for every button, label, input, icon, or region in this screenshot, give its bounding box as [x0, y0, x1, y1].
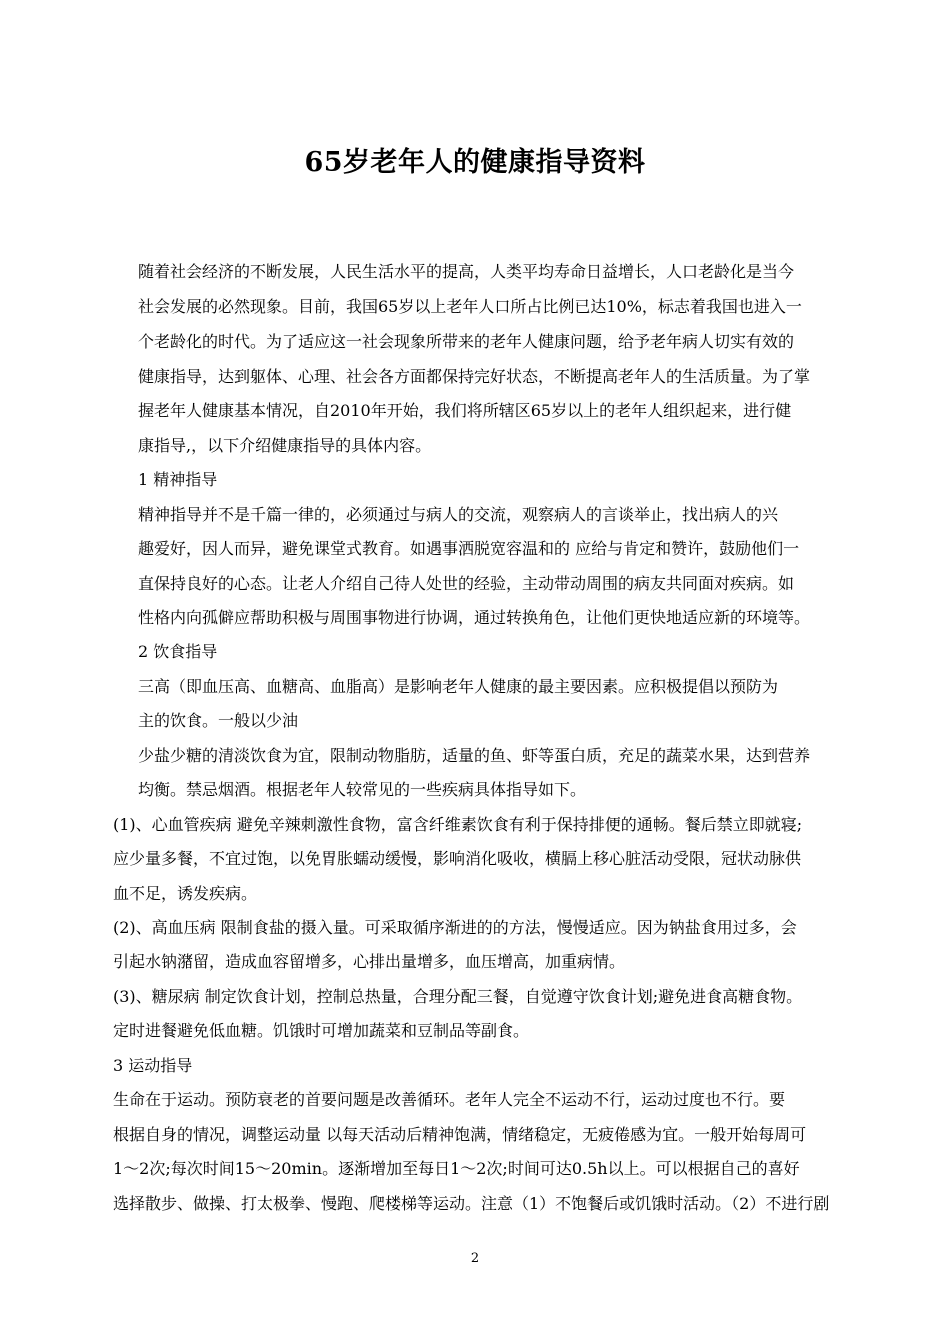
paragraph-line: 选择散步、做操、打太极拳、慢跑、爬楼梯等运动。注意（1）不饱餐后或饥饿时活动。（2）不进行剧: [113, 1194, 830, 1213]
paragraph-line: 血不足，诱发疾病。: [113, 884, 258, 903]
list-item: (2)、高血压病 限制食盐的摄入量。可采取循序渐进的的方法，慢慢适应。因为钠盐食用过多，会: [113, 918, 797, 937]
paragraph-line: 随着社会经济的不断发展，人民生活水平的提高，人类平均寿命日益增长，人口老龄化是当今: [138, 262, 795, 281]
page-title: 65岁老年人的健康指导资料: [304, 147, 646, 178]
paragraph-line: 根据自身的情况，调整运动量 以每天活动后精神饱满，情绪稳定，无疲倦感为宜。一般开始每周可: [113, 1125, 807, 1144]
paragraph-line: 健康指导，达到躯体、心理、社会各方面都保持完好状态，不断提高老年人的生活质量。为了掌: [138, 367, 811, 386]
list-item: (1)、心血管疾病 避免辛辣刺激性食物，富含纤维素饮食有利于保持排便的通畅。餐后禁立即就寝;: [113, 815, 803, 834]
section-heading: 1 精神指导: [138, 470, 218, 489]
paragraph-line: 性格内向孤僻应帮助积极与周围事物进行协调，通过转换角色，让他们更快地适应新的环境等。: [138, 608, 811, 627]
paragraph-line: 少盐少糖的清淡饮食为宜，限制动物脂肪，适量的鱼、虾等蛋白质，充足的蔬菜水果，达到营养: [138, 746, 811, 765]
paragraph-line: 均衡。禁忌烟酒。根据老年人较常见的一些疾病具体指导如下。: [138, 780, 587, 799]
paragraph-line: 生命在于运动。预防衰老的首要问题是改善循环。老年人完全不运动不行，运动过度也不行。要: [113, 1090, 786, 1109]
paragraph-line: 应少量多餐，不宜过饱，以免胃胀蠕动缓慢，影响消化吸收，横膈上移心脏活动受限，冠状动脉供: [113, 849, 802, 868]
section-heading: 2 饮食指导: [138, 642, 218, 661]
paragraph-line: 社会发展的必然现象。目前，我国65岁以上老年人口所占比例已达10%，标志着我国也进入一: [138, 297, 802, 316]
paragraph-line: 引起水钠潴留，造成血容留增多，心排出量增多，血压增高，加重病情。: [113, 952, 626, 971]
paragraph-line: 趣爱好，因人而异，避免课堂式教育。如遇事洒脱宽容温和的 应给与肯定和赞许，鼓励他们一: [138, 539, 800, 558]
paragraph-line: 握老年人健康基本情况，自2010年开始，我们将所辖区65岁以上的老年人组织起来，进行健: [138, 401, 792, 420]
paragraph-line: 精神指导并不是千篇一律的，必须通过与病人的交流，观察病人的言谈举止，找出病人的兴: [138, 505, 779, 524]
paragraph-line: 定时进餐避免低血糖。饥饿时可增加蔬菜和豆制品等副食。: [113, 1021, 530, 1040]
paragraph-line: 三高（即血压高、血糖高、血脂高）是影响老年人健康的最主要因素。应积极提倡以预防为: [138, 677, 779, 696]
paragraph-line: 1～2次;每次时间15～20min。逐渐增加至每日1～2次;时间可达0.5h以上。可以根据自己的喜好: [113, 1159, 800, 1178]
paragraph-line: 主的饮食。一般以少油: [138, 711, 299, 730]
paragraph-line: 直保持良好的心态。让老人介绍自己待人处世的经验，主动带动周围的病友共同面对疾病。如: [138, 574, 795, 593]
section-heading: 3 运动指导: [113, 1056, 193, 1075]
paragraph-line: 康指导,，以下介绍健康指导的具体内容。: [138, 436, 432, 455]
page-number: 2: [470, 1251, 480, 1266]
list-item: (3)、糖尿病 制定饮食计划，控制总热量，合理分配三餐，自觉遵守饮食计划;避免进食高糖食物。: [113, 987, 803, 1006]
paragraph-line: 个老龄化的时代。为了适应这一社会现象所带来的老年人健康问题，给予老年病人切实有效的: [138, 332, 795, 351]
